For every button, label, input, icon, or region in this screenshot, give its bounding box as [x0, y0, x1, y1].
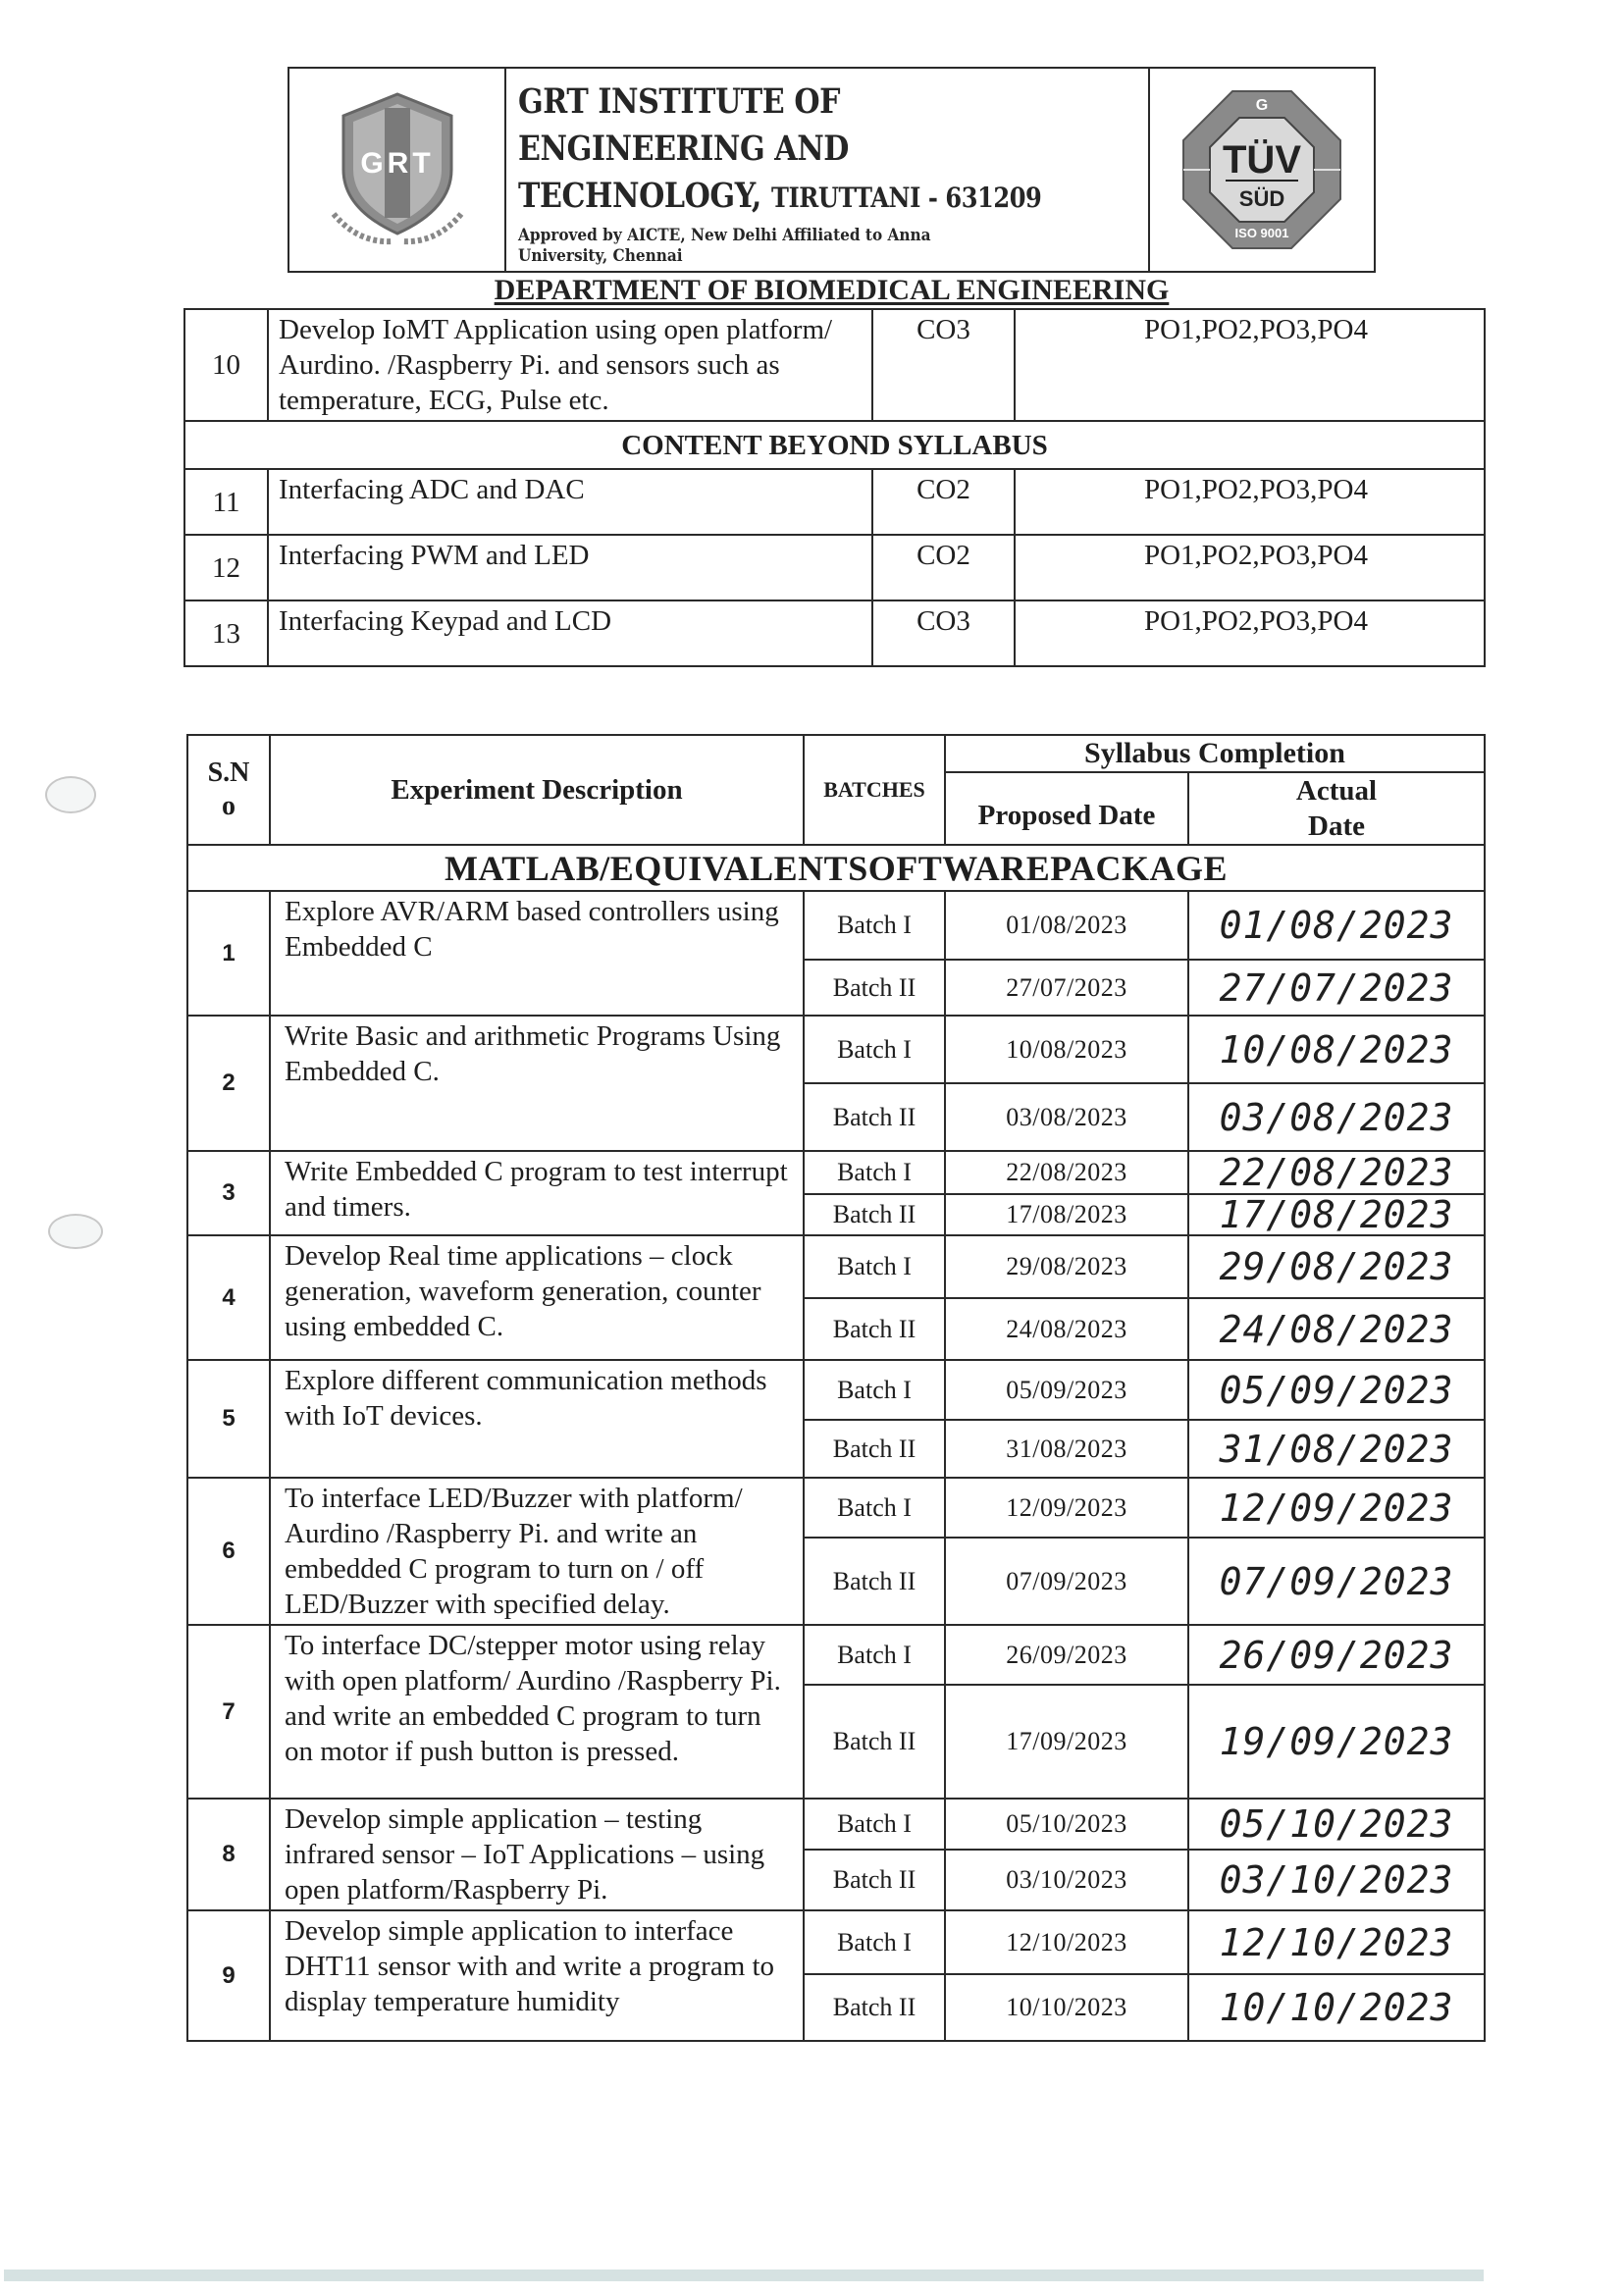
cert-brand-text: TÜV: [1223, 138, 1301, 182]
co-cell: CO2: [872, 535, 1015, 600]
proposed-date-cell: 10/10/2023: [945, 1974, 1188, 2041]
batch-cell: Batch II: [804, 1420, 945, 1478]
sno-cell: 3: [187, 1151, 270, 1235]
batch-cell: Batch II: [804, 1298, 945, 1360]
proposed-date-cell: 12/10/2023: [945, 1910, 1188, 1974]
po-cell: PO1,PO2,PO3,PO4: [1015, 600, 1485, 666]
po-cell: PO1,PO2,PO3,PO4: [1015, 469, 1485, 535]
institute-name-line-1: GRT INSTITUTE OF: [518, 81, 841, 122]
po-cell: PO1,PO2,PO3,PO4: [1015, 535, 1485, 600]
proposed-date-cell: 10/08/2023: [945, 1016, 1188, 1083]
department-title: DEPARTMENT OF BIOMEDICAL ENGINEERING: [494, 274, 1170, 306]
actual-date-handwritten: 26/09/2023: [1188, 1625, 1485, 1685]
matlab-section-heading: MATLAB/EQUIVALENTSOFTWAREPACKAGE: [187, 845, 1485, 891]
actual-date-handwritten: 31/08/2023: [1188, 1420, 1485, 1478]
sno-cell: 12: [184, 535, 268, 600]
actual-date-handwritten: 17/08/2023: [1188, 1194, 1485, 1235]
sno-cell: 7: [187, 1625, 270, 1799]
institute-name-block: [506, 69, 1150, 271]
batches-header: BATCHES: [804, 735, 945, 845]
proposed-date-cell: 03/10/2023: [945, 1850, 1188, 1910]
sno-header: S.N o: [187, 735, 270, 845]
cert-standard-text: ISO 9001: [1234, 226, 1289, 240]
table-row: [184, 309, 1485, 421]
co-po-mapping-table: [183, 308, 1486, 667]
proposed-date-cell: 17/09/2023: [945, 1685, 1188, 1799]
actual-date-handwritten: 03/08/2023: [1188, 1083, 1485, 1151]
approval-line-1: Approved by AICTE, New Delhi Affiliated to Anna: [518, 226, 931, 245]
batch-cell: Batch II: [804, 1974, 945, 2041]
punch-hole-bottom: [48, 1214, 103, 1249]
proposed-date-cell: 17/08/2023: [945, 1194, 1188, 1235]
institute-name-line-2: ENGINEERING AND: [518, 129, 849, 169]
syllabus-completion-table: [186, 734, 1486, 2042]
proposed-date-cell: 31/08/2023: [945, 1420, 1188, 1478]
description-cell: Explore AVR/ARM based controllers using Embedded C: [270, 891, 804, 1016]
description-cell: Develop simple application to interface DHT11 sensor with and write a program to display temperature humidity: [270, 1910, 804, 2041]
proposed-date-cell: 22/08/2023: [945, 1151, 1188, 1194]
sno-cell: 10: [184, 309, 268, 421]
sno-cell: 4: [187, 1235, 270, 1360]
grt-shield-logo-icon: [314, 86, 481, 253]
batch-cell: Batch II: [804, 960, 945, 1016]
batch-cell: Batch II: [804, 1083, 945, 1151]
description-cell: Interfacing PWM and LED: [268, 535, 872, 600]
proposed-date-cell: 27/07/2023: [945, 960, 1188, 1016]
batch-cell: Batch II: [804, 1850, 945, 1910]
experiment-row: [187, 1360, 1485, 1420]
batch-cell: Batch I: [804, 1151, 945, 1194]
experiment-row: [187, 891, 1485, 960]
sno-cell: 1: [187, 891, 270, 1016]
scan-bottom-edge: [4, 2270, 1484, 2281]
sno-cell: 9: [187, 1910, 270, 2041]
proposed-date-cell: 07/09/2023: [945, 1538, 1188, 1625]
batch-cell: Batch I: [804, 1478, 945, 1538]
description-cell: Write Basic and arithmetic Programs Using Embedded C.: [270, 1016, 804, 1151]
experiment-row: [187, 1151, 1485, 1194]
sno-cell: 2: [187, 1016, 270, 1151]
proposed-date-cell: 03/08/2023: [945, 1083, 1188, 1151]
actual-date-handwritten: 12/10/2023: [1188, 1910, 1485, 1974]
svg-text:G: G: [1255, 97, 1269, 114]
description-cell: Interfacing ADC and DAC: [268, 469, 872, 535]
actual-date-handwritten: 29/08/2023: [1188, 1235, 1485, 1298]
header-row: [187, 735, 1485, 772]
description-cell: Develop Real time applications – clock generation, waveform generation, counter using embedded C.: [270, 1235, 804, 1360]
batch-cell: Batch I: [804, 1235, 945, 1298]
actual-date-handwritten: 10/08/2023: [1188, 1016, 1485, 1083]
actual-date-handwritten: 10/10/2023: [1188, 1974, 1485, 2041]
actual-date-handwritten: 24/08/2023: [1188, 1298, 1485, 1360]
institute-logo-cell: [289, 69, 506, 271]
proposed-date-cell: 24/08/2023: [945, 1298, 1188, 1360]
sno-cell: 5: [187, 1360, 270, 1478]
co-cell: CO3: [872, 600, 1015, 666]
actual-date-handwritten: 27/07/2023: [1188, 960, 1485, 1016]
batch-cell: Batch I: [804, 891, 945, 960]
actual-date-handwritten: 12/09/2023: [1188, 1478, 1485, 1538]
batch-cell: Batch I: [804, 1360, 945, 1420]
experiment-row: [187, 1016, 1485, 1083]
certification-logo-cell: [1150, 69, 1374, 271]
proposed-date-cell: 29/08/2023: [945, 1235, 1188, 1298]
cert-sub-text: SÜD: [1238, 186, 1285, 211]
sno-cell: 13: [184, 600, 268, 666]
batch-cell: Batch I: [804, 1016, 945, 1083]
description-cell: Develop simple application – testing infrared sensor – IoT Applications – using open platform/Raspberry Pi.: [270, 1799, 804, 1910]
batch-cell: Batch I: [804, 1799, 945, 1850]
proposed-date-cell: 05/09/2023: [945, 1360, 1188, 1420]
table-row: [184, 469, 1485, 535]
po-cell: PO1,PO2,PO3,PO4: [1015, 309, 1485, 421]
description-cell: Interfacing Keypad and LCD: [268, 600, 872, 666]
sno-cell: 8: [187, 1799, 270, 1910]
table-row: [184, 600, 1485, 666]
institute-location: TIRUTTANI - 631209: [770, 182, 1042, 214]
actual-date-handwritten: 22/08/2023: [1188, 1151, 1485, 1194]
approval-text: [518, 226, 1085, 267]
co-cell: CO3: [872, 309, 1015, 421]
description-cell: Write Embedded C program to test interrupt and timers.: [270, 1151, 804, 1235]
approval-line-2: University, Chennai: [518, 246, 683, 266]
description-cell: To interface LED/Buzzer with platform/ Aurdino /Raspberry Pi. and write an embedded C program to turn on / off LED/Buzzer with specified delay.: [270, 1478, 804, 1625]
logo-text: GRT: [359, 147, 435, 180]
institute-name-technology: TECHNOLOGY,: [518, 176, 761, 216]
batch-cell: Batch I: [804, 1910, 945, 1974]
description-cell: Develop IoMT Application using open platform/ Aurdino. /Raspberry Pi. and sensors such as temperature, ECG, Pulse etc.: [268, 309, 872, 421]
institute-name-line-3: [518, 173, 1060, 222]
experiment-row: [187, 1625, 1485, 1685]
batch-cell: Batch II: [804, 1685, 945, 1799]
description-cell: Explore different communication methods with IoT devices.: [270, 1360, 804, 1478]
section-row: [184, 421, 1485, 469]
actual-date-handwritten: 05/10/2023: [1188, 1799, 1485, 1850]
syllabus-completion-header: Syllabus Completion: [945, 735, 1485, 772]
co-cell: CO2: [872, 469, 1015, 535]
experiment-row: [187, 1799, 1485, 1850]
batch-cell: Batch I: [804, 1625, 945, 1685]
actual-date-header: Actual Date: [1188, 772, 1485, 845]
description-header: Experiment Description: [270, 735, 804, 845]
experiment-row: [187, 1235, 1485, 1298]
proposed-date-header: Proposed Date: [945, 772, 1188, 845]
actual-date-handwritten: 01/08/2023: [1188, 891, 1485, 960]
section-row: [187, 845, 1485, 891]
description-cell: To interface DC/stepper motor using relay with open platform/ Aurdino /Raspberry Pi. and write an embedded C program to turn on motor if push button is pressed.: [270, 1625, 804, 1799]
proposed-date-cell: 01/08/2023: [945, 891, 1188, 960]
tuv-sud-iso-certification-icon: [1178, 86, 1345, 253]
sno-cell: 6: [187, 1478, 270, 1625]
proposed-date-cell: 05/10/2023: [945, 1799, 1188, 1850]
experiment-row: [187, 1478, 1485, 1538]
proposed-date-cell: 26/09/2023: [945, 1625, 1188, 1685]
batch-cell: Batch II: [804, 1538, 945, 1625]
sno-cell: 11: [184, 469, 268, 535]
punch-hole-top: [45, 776, 96, 813]
letterhead: [288, 67, 1376, 273]
actual-date-handwritten: 07/09/2023: [1188, 1538, 1485, 1625]
batch-cell: Batch II: [804, 1194, 945, 1235]
actual-date-handwritten: 05/09/2023: [1188, 1360, 1485, 1420]
proposed-date-cell: 12/09/2023: [945, 1478, 1188, 1538]
actual-date-handwritten: 19/09/2023: [1188, 1685, 1485, 1799]
table-row: [184, 535, 1485, 600]
actual-date-handwritten: 03/10/2023: [1188, 1850, 1485, 1910]
experiment-row: [187, 1910, 1485, 1974]
content-beyond-syllabus-heading: CONTENT BEYOND SYLLABUS: [184, 421, 1485, 469]
